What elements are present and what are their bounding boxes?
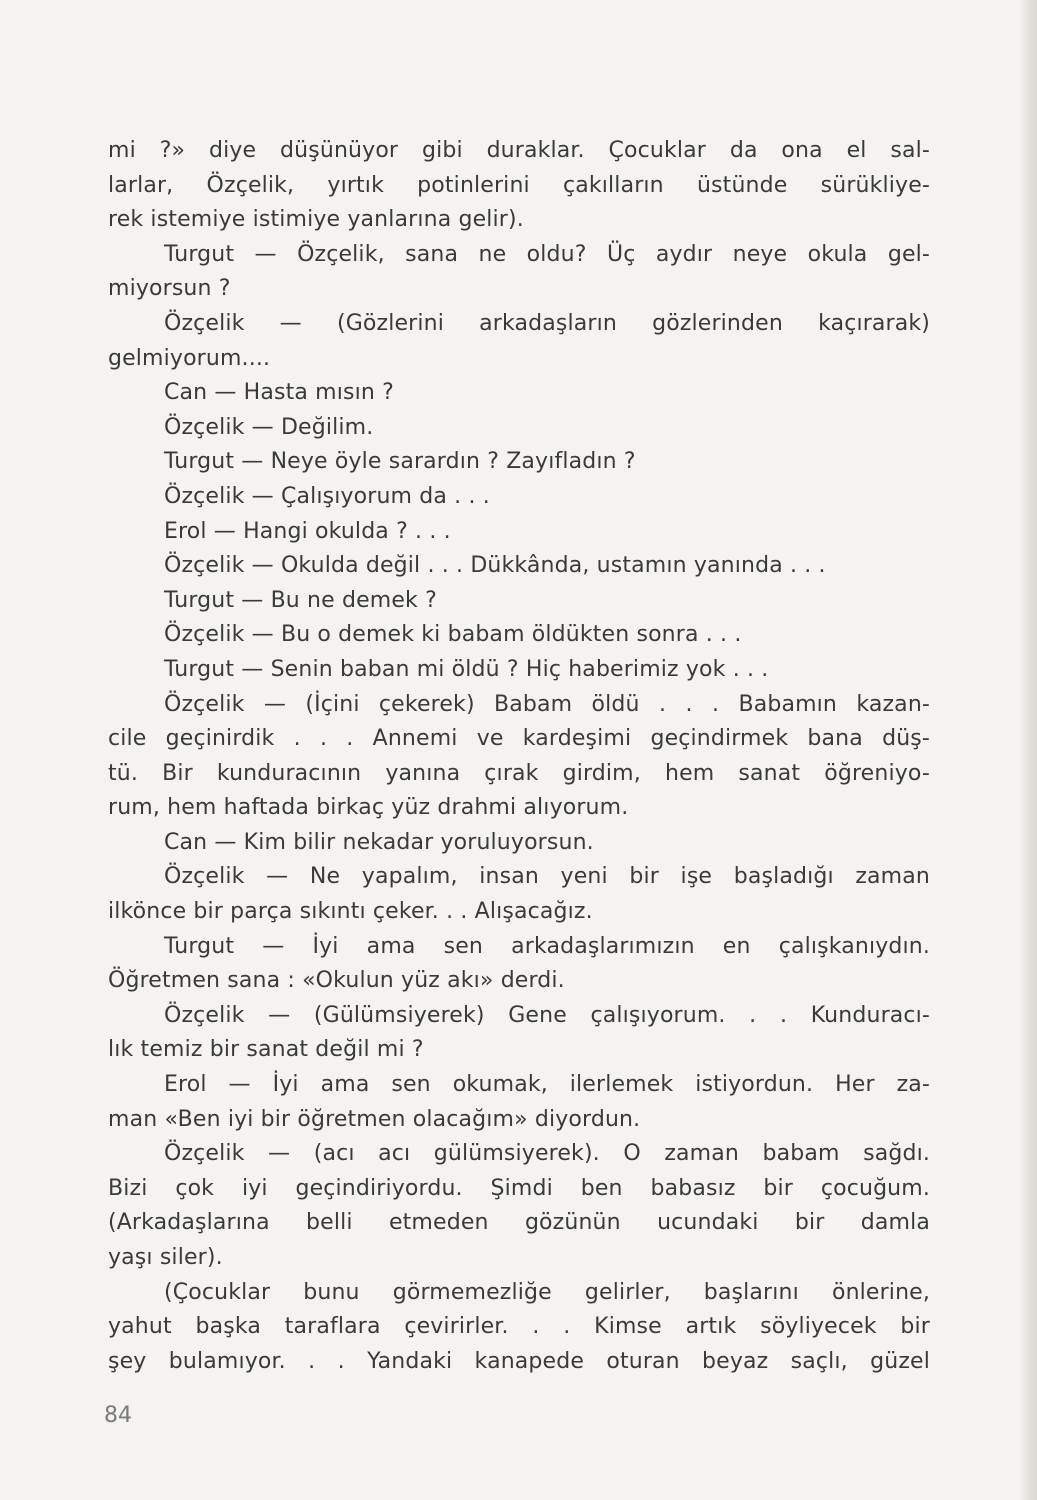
text-line: rek istemiye istimiye yanlarına gelir). xyxy=(108,207,524,233)
text-line: Turgut — İyi ama sen arkadaşlarımızın en çalışkanıydın. xyxy=(164,933,930,959)
text-line: Can — Hasta mısın ? xyxy=(164,380,394,406)
text-line: (Arkadaşlarına belli etmeden gözünün ucundaki bir damla xyxy=(108,1210,930,1236)
text-line: lık temiz bir sanat değil mi ? xyxy=(108,1037,424,1063)
text-line: gelmiyorum.... xyxy=(108,345,271,371)
page-number: 84 xyxy=(104,1403,132,1428)
text-line: Özçelik — Ne yapalım, insan yeni bir işe başladığı zaman xyxy=(164,864,930,890)
text-line: Özçelik — Okulda değil . . . Dükkânda, ustamın yanında . . . xyxy=(164,553,826,579)
text-line: yaşı siler). xyxy=(108,1245,223,1270)
text-line: Turgut — Bu ne demek ? xyxy=(164,587,437,613)
text-line: Öğretmen sana : «Okulun yüz akı» derdi. xyxy=(108,968,565,994)
text-line: Özçelik — Çalışıyorum da . . . xyxy=(164,483,490,509)
text-line: Özçelik — (Gülümsiyerek) Gene çalışıyorum. . . Kunduracı- xyxy=(164,1002,930,1028)
text-line: Erol — İyi ama sen okumak, ilerlemek istiyordun. Her za- xyxy=(164,1072,930,1098)
text-line: Özçelik — (acı acı gülümsiyerek). O zaman babam sağdı. xyxy=(164,1141,930,1167)
text-line: yahut başka taraflara çevirirler. . . Kimse artık söyliyecek bir xyxy=(108,1314,930,1340)
text-line: tü. Bir kunduracının yanına çırak girdim, hem sanat öğreniyo- xyxy=(108,760,930,786)
text-line: rum, hem haftada birkaç yüz drahmi alıyorum. xyxy=(108,795,629,821)
page-text xyxy=(108,134,930,1379)
text-line: ilkönce bir parça sıkıntı çeker. . . Alışacağız. xyxy=(108,899,593,925)
text-line: larlar, Özçelik, yırtık potinlerini çakılların üstünde sürükliye- xyxy=(108,172,930,198)
text-line: cile geçinirdik . . . Annemi ve kardeşimi geçindirmek bana düş- xyxy=(108,726,930,752)
text-line: Turgut — Neye öyle sarardın ? Zayıfladın ? xyxy=(164,449,636,475)
text-line: mi ?» diye düşünüyor gibi duraklar. Çocuklar da ona el sal- xyxy=(108,138,930,163)
text-line: (Çocuklar bunu görmemezliğe gelirler, başlarını önlerine, xyxy=(164,1279,930,1305)
text-line: Turgut — Özçelik, sana ne oldu? Üç aydır neye okula gel- xyxy=(164,241,930,267)
text-line: miyorsun ? xyxy=(108,276,231,302)
text-line: man «Ben iyi bir öğretmen olacağım» diyordun. xyxy=(108,1106,641,1132)
text-line: Özçelik — Değilim. xyxy=(164,414,374,440)
text-line: şey bulamıyor. . . Yandaki kanapede oturan beyaz saçlı, güzel xyxy=(108,1348,930,1374)
text-line: Erol — Hangi okulda ? . . . xyxy=(164,518,451,544)
text-line: Özçelik — Bu o demek ki babam öldükten sonra . . . xyxy=(164,622,742,648)
text-line: Özçelik — (Gözlerini arkadaşların gözlerinden kaçırarak) xyxy=(164,310,930,336)
text-line: Turgut — Senin baban mi öldü ? Hiç haberimiz yok . . . xyxy=(164,656,769,682)
text-line: Bizi çok iyi geçindiriyordu. Şimdi ben babasız bir çocuğum. xyxy=(108,1175,930,1201)
text-line: Can — Kim bilir nekadar yoruluyorsun. xyxy=(164,829,594,855)
text-line: Özçelik — (İçini çekerek) Babam öldü . . . Babamın kazan- xyxy=(164,691,930,717)
scan-edge xyxy=(1019,0,1037,1500)
